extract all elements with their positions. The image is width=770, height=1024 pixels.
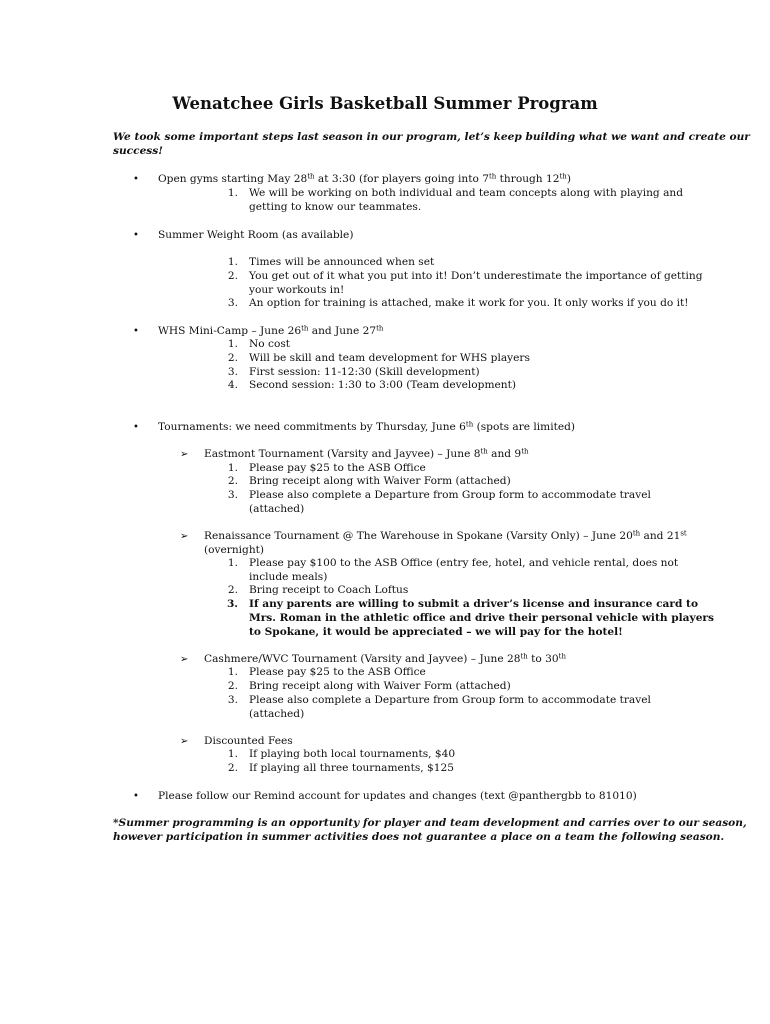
list-item-continued: getting to know our teammates. [249,201,422,213]
list-number: 3. [227,489,238,501]
list-number: 1. [227,666,238,678]
list-item: Times will be announced when set [249,256,435,268]
list-number: 3. [227,366,238,378]
list-item: We will be working on both individual and team concepts along with playing and [249,187,684,199]
list-item: Bring receipt to Coach Loftus [249,584,409,596]
intro-line-1: We took some important steps last season in our program, let’s keep building what we want and create our [113,131,750,143]
arrow-bullet-icon: ➢ [180,449,189,460]
intro-line-2: success! [113,145,163,157]
list-item: Bring receipt along with Waiver Form (attached) [249,475,511,487]
list-number: 1. [227,748,238,760]
list-number: 2. [227,352,238,364]
list-item-continued: (attached) [249,503,305,515]
renaissance-heading: Renaissance Tournament @ The Warehouse in Spokane (Varsity Only) – June 20th and 21st [204,529,687,542]
remind-note: Please follow our Remind account for updates and changes (text @panthergbb to 81010) [158,790,637,802]
list-number: 1. [227,338,238,350]
bullet-icon: • [133,422,139,433]
disclaimer-line-1: *Summer programming is an opportunity for player and team development and carries over to our season, [113,817,747,829]
list-item: No cost [249,338,291,350]
list-item-emphasis-continued: Mrs. Roman in the athletic office and drive their personal vehicle with players [249,612,714,624]
list-item: If playing both local tournaments, $40 [249,748,456,760]
cashmere-heading: Cashmere/WVC Tournament (Varsity and Jayvee) – June 28th to 30th [204,652,566,665]
list-number: 2. [227,584,238,596]
eastmont-heading: Eastmont Tournament (Varsity and Jayvee) – June 8th and 9th [204,447,529,460]
list-number: 3. [227,297,238,309]
list-item-continued: include meals) [249,571,328,583]
disclaimer-line-2: however participation in summer activities does not guarantee a place on a team the following season. [113,831,725,843]
list-item: Please pay $25 to the ASB Office [249,666,426,678]
list-item: You get out of it what you put into it! Don’t underestimate the importance of getting [249,270,703,282]
renaissance-heading-continued: (overnight) [204,544,265,556]
tournaments-heading: Tournaments: we need commitments by Thursday, June 6th (spots are limited) [158,420,576,433]
bullet-icon: • [133,230,139,241]
list-number: 1. [227,187,238,199]
arrow-bullet-icon: ➢ [180,531,189,542]
document-title: Wenatchee Girls Basketball Summer Program [172,94,598,113]
mini-camp-heading: WHS Mini-Camp – June 26th and June 27th [158,324,384,337]
list-number: 4. [227,379,238,391]
arrow-bullet-icon: ➢ [180,736,189,747]
weight-room-heading: Summer Weight Room (as available) [158,229,354,241]
list-item: Bring receipt along with Waiver Form (attached) [249,680,511,692]
list-number: 3. [227,694,238,706]
list-number: 1. [227,256,238,268]
list-item: Please also complete a Departure from Group form to accommodate travel [249,694,651,706]
list-item-emphasis-continued: to Spokane, it would be appreciated – we will pay for the hotel! [249,626,623,638]
open-gyms-heading: Open gyms starting May 28th at 3:30 (for players going into 7th through 12th) [158,172,571,185]
list-number: 2. [227,762,238,774]
list-item: Will be skill and team development for WHS players [249,352,530,364]
arrow-bullet-icon: ➢ [180,654,189,665]
discounted-fees-heading: Discounted Fees [204,735,293,747]
bullet-icon: • [133,791,139,802]
list-item: Please pay $25 to the ASB Office [249,462,426,474]
list-number: 2. [227,680,238,692]
list-item-continued: your workouts in! [249,284,345,296]
list-item-continued: (attached) [249,708,305,720]
list-number: 1. [227,557,238,569]
list-number: 1. [227,462,238,474]
list-item: Second session: 1:30 to 3:00 (Team development) [249,379,516,391]
list-item: Please pay $100 to the ASB Office (entry fee, hotel, and vehicle rental, does not [249,557,679,569]
bullet-icon: • [133,326,139,337]
list-item: Please also complete a Departure from Group form to accommodate travel [249,489,651,501]
list-item: If playing all three tournaments, $125 [249,762,455,774]
list-number: 3. [226,598,238,610]
list-item-emphasis: If any parents are willing to submit a driver’s license and insurance card to [249,598,699,610]
list-number: 2. [227,270,238,282]
list-number: 2. [227,475,238,487]
list-item: An option for training is attached, make it work for you. It only works if you do it! [249,297,689,309]
bullet-icon: • [133,174,139,185]
list-item: First session: 11-12:30 (Skill development) [249,366,480,378]
